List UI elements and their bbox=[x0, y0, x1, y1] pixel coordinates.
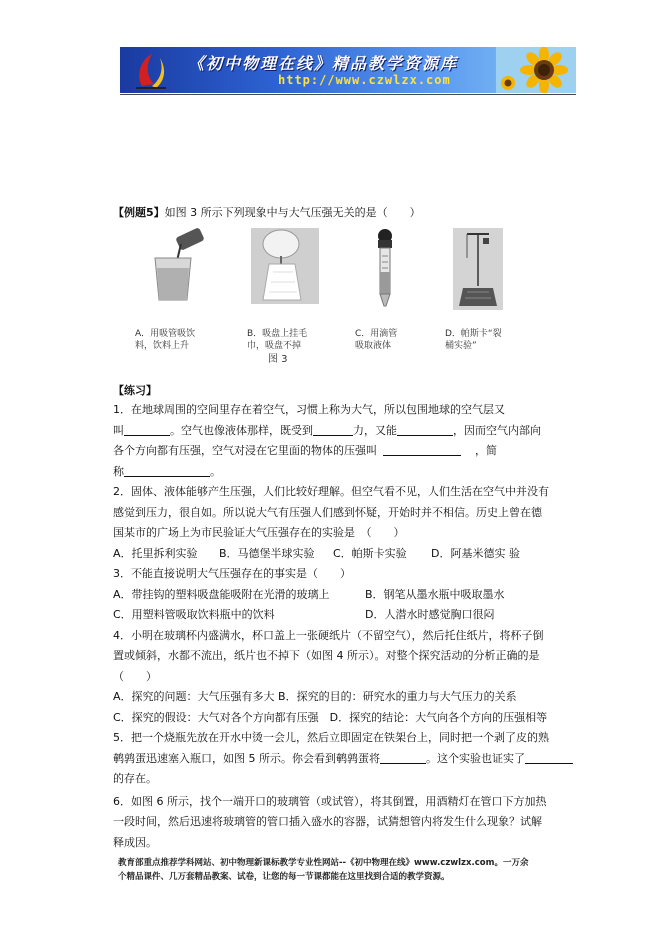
suction-cup-icon bbox=[251, 228, 319, 304]
question-6 bbox=[113, 792, 579, 854]
q1-blank-3[interactable] bbox=[397, 424, 453, 436]
page-footer bbox=[118, 856, 548, 884]
caption-b-line1: B．吸盘上挂毛 bbox=[247, 329, 308, 339]
caption-b-line2: 巾，吸盘不掉 bbox=[247, 341, 302, 351]
q3-option-d[interactable]: D．人潜水时感觉胸口很闷 bbox=[365, 608, 495, 621]
practice-questions bbox=[113, 400, 579, 853]
pascal-barrel-icon bbox=[453, 228, 503, 310]
figure-3-label: 图 3 bbox=[268, 354, 288, 365]
caption-a-line1: A．用吸管吸饮 bbox=[135, 329, 196, 339]
q2-line3: 国某市的广场上为市民验证大气压强存在的实验是 （ ） bbox=[113, 526, 405, 539]
question-4 bbox=[113, 626, 579, 729]
dropper-icon bbox=[365, 228, 405, 308]
figure-a-straw-cup bbox=[135, 228, 213, 351]
q1-blank-1[interactable] bbox=[124, 424, 170, 436]
q2-option-c[interactable]: C．帕斯卡实验 bbox=[333, 546, 407, 560]
q5-l2-b: 。这个实验也证实了 bbox=[426, 751, 525, 765]
question-1 bbox=[113, 400, 579, 482]
caption-d-line2: 桶实验” bbox=[445, 341, 477, 351]
q2-line2: 感觉到压力，很自如。所以说大气有压强人们感到怀疑，开始时并不相信。历史上曾在德 bbox=[113, 505, 542, 519]
q1-blank-2[interactable] bbox=[313, 424, 353, 436]
header-divider bbox=[120, 94, 576, 95]
document-body bbox=[113, 204, 579, 853]
q1-l2-a: 叫 bbox=[113, 423, 124, 437]
q5-line3: 的存在。 bbox=[113, 772, 157, 785]
q6-line3: 释成因。 bbox=[113, 835, 157, 849]
example-question-text: 如图 3 所示下列现象中与大气压强无关的是（ ） bbox=[164, 206, 421, 219]
q4-options-cd[interactable]: C．探究的假设：大气对各个方向都有压强 D．探究的结论：大气向各个方向的压强相等 bbox=[113, 710, 548, 724]
footer-line2: 个精品课件、几万套精品教案、试卷，让您的每一节课都能在这里找到合适的教学资源。 bbox=[118, 872, 450, 882]
q1-l2-d: ，因而空气内部向 bbox=[453, 423, 541, 437]
straw-cup-icon bbox=[141, 228, 213, 304]
site-logo-icon bbox=[130, 50, 170, 90]
q5-line1: 5．把一个烧瓶先放在开水中烫一会儿，然后立即固定在铁架台上，同时把一个剥了皮的熟 bbox=[113, 731, 549, 744]
sunflower-icon bbox=[496, 47, 576, 93]
q3-options-cd bbox=[113, 605, 579, 626]
q1-line1: 1．在地球周围的空间里存在着空气，习惯上称为大气，所以包围地球的空气层又 bbox=[113, 403, 505, 416]
q2-options bbox=[113, 544, 579, 565]
figure-3 bbox=[113, 228, 579, 368]
caption-c-line2: 吸取液体 bbox=[355, 341, 392, 351]
q4-line2: 置或倾斜，水都不流出，纸片也不掉下（如图 4 所示）。对整个探究活动的分析正确的是 bbox=[113, 649, 540, 662]
q1-l3-a: 各个方向都有压强，空气对浸在它里面的物体的压强叫 bbox=[113, 444, 377, 457]
q2-option-d[interactable]: D．阿基米德实 验 bbox=[431, 546, 520, 560]
question-5 bbox=[113, 728, 579, 790]
banner-title: 《初中物理在线》精品教学资源库 bbox=[188, 54, 459, 73]
q5-line2 bbox=[113, 749, 579, 770]
q2-option-a[interactable]: A．托里拆利实验 bbox=[113, 546, 198, 560]
q1-line4 bbox=[113, 462, 579, 483]
q5-blank-2[interactable] bbox=[525, 752, 573, 764]
caption-d-line1: D．帕斯卡“裂 bbox=[445, 329, 502, 339]
q2-option-b[interactable]: B．马德堡半球实验 bbox=[219, 546, 315, 560]
q1-l2-c: 力，又能 bbox=[353, 423, 397, 437]
q1-blank-4[interactable] bbox=[383, 444, 461, 456]
q3-line1: 3．不能直接说明大气压强存在的事实是（ ） bbox=[113, 567, 351, 580]
header-banner bbox=[120, 47, 576, 93]
q1-blank-5[interactable] bbox=[124, 465, 210, 477]
q3-option-a[interactable]: A．带挂钩的塑料吸盘能吸附在光滑的玻璃上 bbox=[113, 587, 330, 601]
caption-a-line2: 料，饮料上升 bbox=[135, 341, 190, 351]
q6-line1: 6．如图 6 所示，找个一端开口的玻璃管（或试管），将其倒置，用酒精灯在管口下方加热 bbox=[113, 794, 547, 808]
question-3 bbox=[113, 564, 579, 626]
caption-c-line1: C．用滴管 bbox=[355, 329, 398, 339]
banner-url[interactable]: http://www.czwlzx.com bbox=[278, 73, 451, 87]
q4-line3: （ ） bbox=[113, 669, 157, 683]
q2-line1: 2．固体、液体能够产生压强，人们比较好理解。但空气看不见，人们生活在空气中并没有 bbox=[113, 485, 549, 498]
q4-options-ab[interactable]: A．探究的问题：大气压强有多大 B．探究的目的：研究水的重力与大气压力的关系 bbox=[113, 690, 517, 703]
question-2 bbox=[113, 482, 579, 564]
q1-l4-a: 称 bbox=[113, 464, 124, 478]
q1-l2-b: 。空气也像液体那样，既受到 bbox=[170, 423, 313, 437]
q5-l2-a: 鹌鹑蛋迅速塞入瓶口，如图 5 所示。你会看到鹌鹑蛋将 bbox=[113, 751, 380, 765]
q1-line3 bbox=[113, 441, 579, 462]
practice-heading: 【练习】 bbox=[113, 384, 157, 397]
figure-c-dropper bbox=[355, 228, 405, 351]
q6-line2: 一段时间，然后迅速将玻璃管的管口插入盛水的容器，试猜想管内将发生什么现象？试解 bbox=[113, 815, 542, 828]
q1-line2 bbox=[113, 421, 579, 442]
q3-option-c[interactable]: C．用塑料管吸取饮料瓶中的饮料 bbox=[113, 608, 275, 621]
q3-option-b[interactable]: B．钢笔从墨水瓶中吸取墨水 bbox=[365, 587, 505, 601]
figure-d-pascal-barrel bbox=[445, 228, 503, 351]
example-question bbox=[113, 204, 579, 222]
example-tag: 【例题5】 bbox=[113, 206, 165, 219]
q1-l3-b: ，简 bbox=[475, 444, 497, 457]
footer-line1: 教育部重点推荐学科网站、初中物理新课标教学专业性网站--《初中物理在线》www.czwlzx.com。一万余 bbox=[118, 858, 529, 868]
q3-options-ab bbox=[113, 585, 579, 606]
q1-l4-b: 。 bbox=[210, 464, 221, 478]
q5-blank-1[interactable] bbox=[380, 752, 426, 764]
figure-b-suction-cup bbox=[247, 228, 319, 351]
q4-line1: 4．小明在玻璃杯内盛满水，杯口盖上一张硬纸片（不留空气），然后托住纸片，将杯子倒 bbox=[113, 628, 544, 642]
